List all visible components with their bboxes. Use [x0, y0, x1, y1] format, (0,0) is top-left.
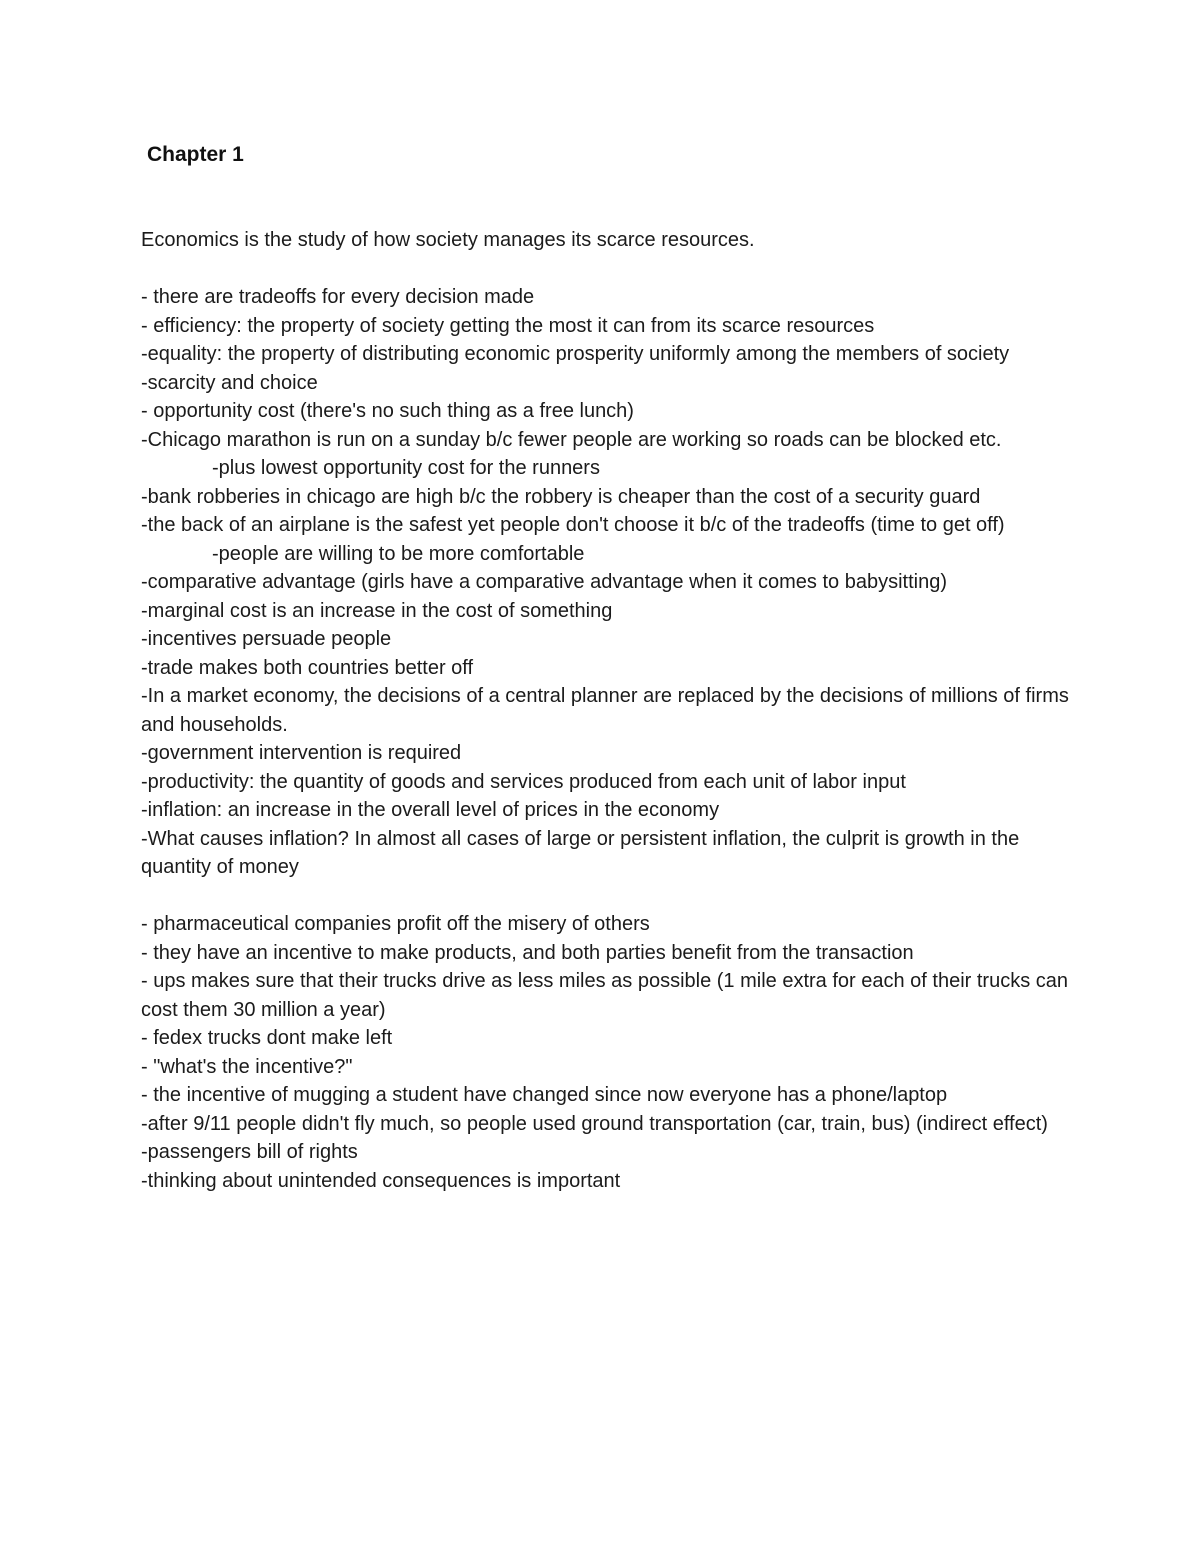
paragraph-gap — [141, 255, 1071, 284]
note-line-indented: -plus lowest opportunity cost for the runners — [212, 457, 600, 479]
note-line: - ups makes sure that their trucks drive as less miles as possible (1 mile extra for each of their trucks can cost them 30 million a year) — [141, 970, 1069, 1021]
note-line: -equality: the property of distributing economic prosperity uniformly among the members of society — [141, 343, 1010, 365]
note-line: -scarcity and choice — [141, 371, 318, 394]
paragraph-gap — [141, 882, 1071, 911]
notes-body — [141, 226, 1071, 1195]
note-line: - "what's the incentive?" — [141, 1055, 353, 1078]
note-line: - efficiency: the property of society getting the most it can from its scarce resources — [141, 314, 875, 337]
note-line: -Chicago marathon is run on a sunday b/c fewer people are working so roads can be blocked etc. — [141, 428, 1002, 451]
note-line: -thinking about unintended consequences is important — [141, 1169, 621, 1192]
note-line-indented: -people are willing to be more comfortable — [212, 542, 585, 565]
note-line: -the back of an airplane is the safest yet people don't choose it b/c of the tradeoffs (time to get off) — [141, 514, 1005, 536]
note-line: -comparative advantage (girls have a comparative advantage when it comes to babysitting) — [141, 571, 947, 593]
note-line: -government intervention is required — [141, 742, 462, 764]
note-line: -What causes inflation? In almost all cases of large or persistent inflation, the culprit is growth in the quantity of money — [141, 827, 1020, 878]
note-line: -incentives persuade people — [141, 628, 392, 650]
note-line: - fedex trucks dont make left — [141, 1027, 393, 1049]
note-line: -after 9/11 people didn't fly much, so people used ground transportation (car, train, bus) (indirect effect) — [141, 1112, 1048, 1135]
note-line: -inflation: an increase in the overall level of prices in the economy — [141, 799, 720, 821]
note-line: - pharmaceutical companies profit off the misery of others — [141, 913, 650, 935]
note-line: - the incentive of mugging a student have changed since now everyone has a phone/laptop — [141, 1084, 948, 1106]
note-line: -passengers bill of rights — [141, 1141, 358, 1163]
intro-paragraph: Economics is the study of how society manages its scarce resources. — [141, 229, 755, 251]
note-line: -trade makes both countries better off — [141, 656, 474, 679]
note-line: -bank robberies in chicago are high b/c the robbery is cheaper than the cost of a security guard — [141, 485, 981, 508]
note-line: -In a market economy, the decisions of a central planner are replaced by the decisions of millions of firms and households. — [141, 685, 1069, 736]
note-line: - opportunity cost (there's no such thing as a free lunch) — [141, 400, 634, 422]
note-line: -marginal cost is an increase in the cost of something — [141, 599, 613, 622]
note-line: - they have an incentive to make products, and both parties benefit from the transaction — [141, 941, 914, 964]
note-line: -productivity: the quantity of goods and services produced from each unit of labor input — [141, 770, 906, 793]
page-title: Chapter 1 — [147, 143, 244, 166]
note-line: - there are tradeoffs for every decision made — [141, 286, 535, 308]
